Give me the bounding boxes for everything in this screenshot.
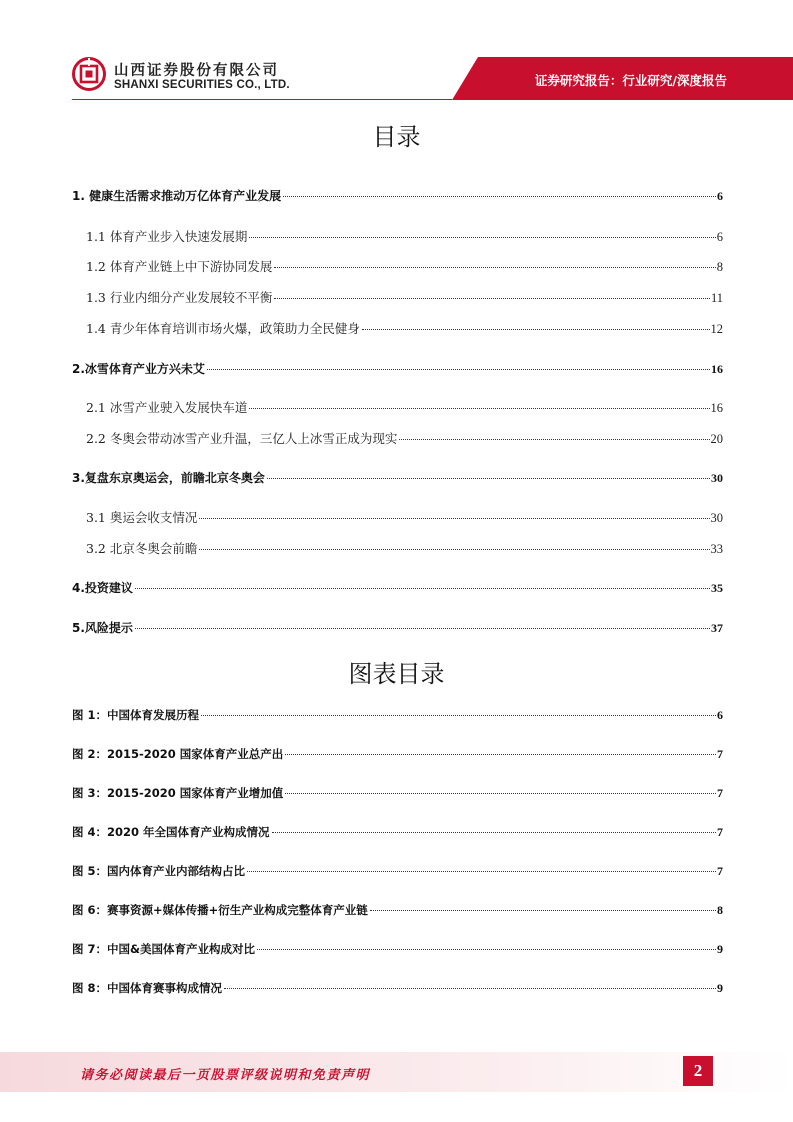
toc-title: 目录 <box>372 123 421 151</box>
toc-entry-page: 37 <box>711 621 723 635</box>
toc-entry-text: 2.冰雪体育产业方兴未艾 <box>72 362 205 376</box>
leader-dots <box>362 329 710 330</box>
figure-entry-text: 图 4：2020 年全国体育产业构成情况 <box>72 825 270 839</box>
figure-entry-page: 7 <box>717 747 723 761</box>
figure-entry-text: 图 1：中国体育发展历程 <box>72 708 200 722</box>
toc-entry[interactable] <box>86 319 723 337</box>
leader-dots <box>267 478 710 479</box>
figures-title: 图表目录 <box>348 660 445 688</box>
toc-entry-text: 1. 健康生活需求推动万亿体育产业发展 <box>72 189 282 203</box>
figure-entry-text: 图 5：国内体育产业内部结构占比 <box>72 864 246 878</box>
figure-entry-text: 图 7：中国&美国体育产业构成对比 <box>72 942 256 956</box>
toc-entry-page: 33 <box>710 542 723 556</box>
toc-entry[interactable] <box>86 508 723 526</box>
leader-dots <box>283 196 716 197</box>
figure-entry-text: 图 6：赛事资源+媒体传播+衍生产业构成完整体育产业链 <box>72 903 368 917</box>
figure-entry-page: 9 <box>717 981 723 995</box>
toc-entry[interactable] <box>72 360 723 377</box>
leader-dots <box>285 793 716 794</box>
leader-dots <box>199 518 709 519</box>
toc-entry-text: 3.复盘东京奥运会，前瞻北京冬奥会 <box>72 471 265 485</box>
toc-entry-page: 35 <box>711 581 723 595</box>
figure-entry-page: 6 <box>717 708 723 722</box>
toc-entry[interactable] <box>86 429 723 447</box>
toc-entry-page: 12 <box>710 322 723 336</box>
toc-entry[interactable] <box>72 469 723 486</box>
leader-dots <box>274 267 715 268</box>
figure-entry-page: 7 <box>717 825 723 839</box>
toc-entry-text: 2.1 冰雪产业驶入发展快车道 <box>86 400 248 415</box>
company-name-en: SHANXI SECURITIES CO., LTD. <box>114 79 290 91</box>
toc-entry-page: 30 <box>711 471 723 485</box>
toc-entry-text: 1.1 体育产业步入快速发展期 <box>86 229 248 244</box>
figure-entry[interactable] <box>72 902 723 918</box>
report-type-label: 证券研究报告：行业研究/深度报告 <box>534 73 727 88</box>
company-name-cn: 山西证券股份有限公司 <box>114 63 279 79</box>
figure-entry-text: 图 2：2015-2020 国家体育产业总产出 <box>72 747 284 761</box>
leader-dots <box>257 949 716 950</box>
figure-entry[interactable] <box>72 824 723 840</box>
disclaimer-text: 请务必阅读最后一页股票评级说明和免责声明 <box>80 1068 371 1083</box>
toc-entry[interactable] <box>86 539 723 557</box>
toc-entry-page: 11 <box>710 291 723 305</box>
leader-dots <box>224 988 716 989</box>
figure-entry-page: 7 <box>717 864 723 878</box>
leader-dots <box>201 715 716 716</box>
toc-entry[interactable] <box>72 579 723 596</box>
toc-entry[interactable] <box>86 257 723 275</box>
figure-entry-text: 图 8：中国体育赛事构成情况 <box>72 981 223 995</box>
toc-entry-text: 3.1 奥运会收支情况 <box>86 510 198 525</box>
page-header <box>0 0 793 104</box>
page-number: 2 <box>683 1056 713 1086</box>
figure-entry[interactable] <box>72 941 723 957</box>
toc-entry-text: 1.2 体育产业链上中下游协同发展 <box>86 259 273 274</box>
toc-entry[interactable] <box>86 288 723 306</box>
leader-dots <box>249 237 715 238</box>
leader-dots <box>199 549 709 550</box>
page-footer <box>0 1052 793 1092</box>
leader-dots <box>135 588 710 589</box>
figure-entry[interactable] <box>72 785 723 801</box>
toc-entry-page: 20 <box>710 432 723 446</box>
toc-entry-text: 5.风险提示 <box>72 621 133 635</box>
leader-dots <box>285 754 716 755</box>
figure-entry[interactable] <box>72 746 723 762</box>
toc-entry[interactable] <box>72 187 723 204</box>
toc-entry[interactable] <box>72 619 723 636</box>
toc-entry-page: 30 <box>710 511 723 525</box>
figure-entry[interactable] <box>72 980 723 996</box>
figure-entry[interactable] <box>72 863 723 879</box>
figure-entry-page: 9 <box>717 942 723 956</box>
figure-entry[interactable] <box>72 707 723 723</box>
toc-entry-page: 6 <box>716 230 723 244</box>
toc-entry-page: 8 <box>716 260 723 274</box>
toc-entry-text: 4.投资建议 <box>72 581 133 595</box>
toc-entry-text: 3.2 北京冬奥会前瞻 <box>86 541 198 556</box>
toc-entry-page: 16 <box>710 401 723 415</box>
toc-entry-page: 16 <box>711 362 723 376</box>
figure-entry-page: 7 <box>717 786 723 800</box>
toc-entry-text: 1.4 青少年体育培训市场火爆，政策助力全民健身 <box>86 321 360 336</box>
toc-entry[interactable] <box>86 227 723 245</box>
leader-dots <box>135 628 710 629</box>
leader-dots <box>399 439 709 440</box>
toc-entry-page: 6 <box>717 189 723 203</box>
leader-dots <box>370 910 716 911</box>
shanxi-securities-logo-icon <box>72 57 106 91</box>
toc-entry-text: 2.2 冬奥会带动冰雪产业升温，三亿人上冰雪正成为现实 <box>86 431 398 446</box>
leader-dots <box>274 298 710 299</box>
figure-entry-page: 8 <box>717 903 723 917</box>
toc-entry-text: 1.3 行业内细分产业发展较不平衡 <box>86 290 273 305</box>
toc-entry[interactable] <box>86 398 723 416</box>
leader-dots <box>247 871 716 872</box>
leader-dots <box>249 408 709 409</box>
leader-dots <box>207 369 710 370</box>
leader-dots <box>272 832 716 833</box>
figure-entry-text: 图 3：2015-2020 国家体育产业增加值 <box>72 786 284 800</box>
